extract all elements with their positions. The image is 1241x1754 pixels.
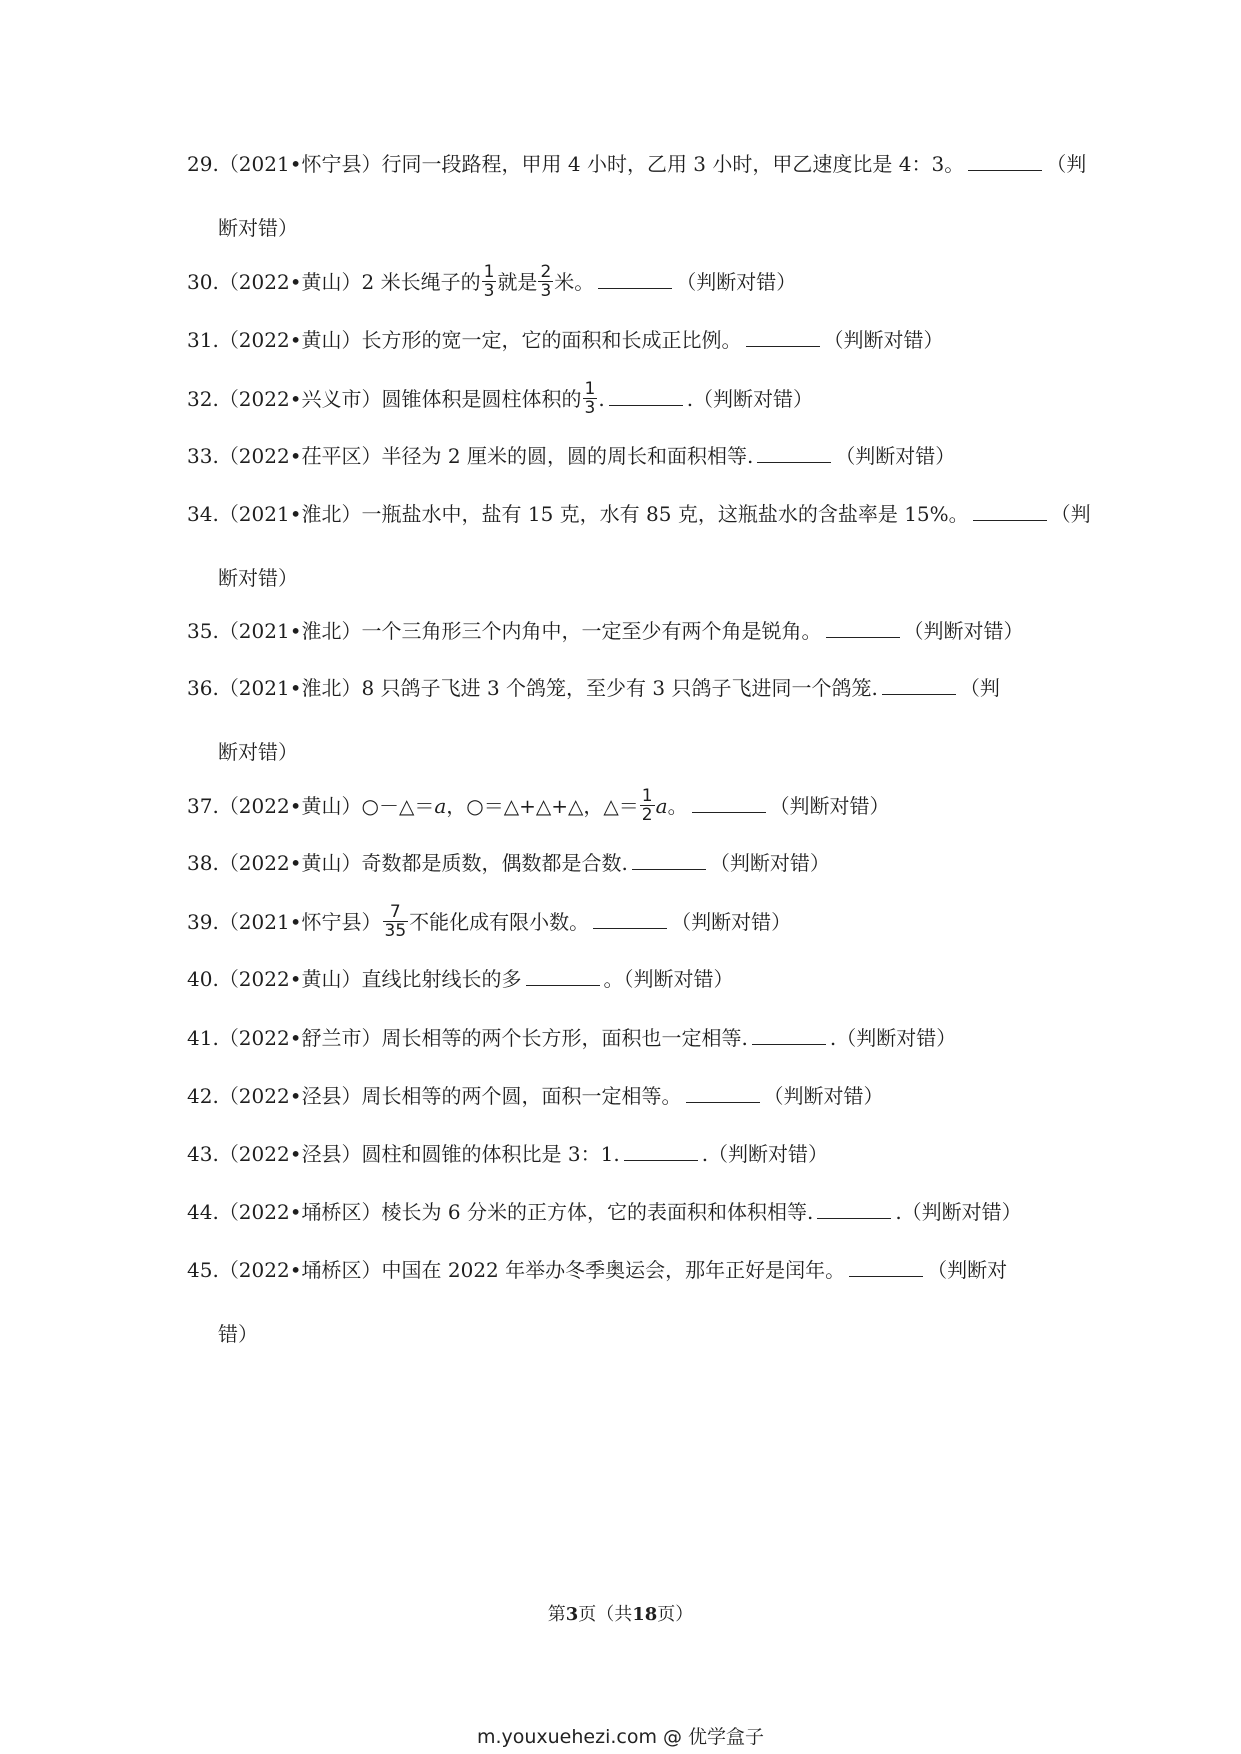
question-tail: （判断对错） xyxy=(903,619,1024,643)
answer-blank[interactable] xyxy=(686,1086,760,1103)
question-text: . xyxy=(598,387,605,411)
question-41 xyxy=(187,1006,1062,1070)
fraction-two-thirds: $\frac{2}{3}$ xyxy=(540,261,552,301)
question-text: 中国在 2022 年举办冬季奥运会，那年正好是闰年。 xyxy=(381,1258,846,1282)
watermark: m.youxuehezi.com @ 优学盒子 xyxy=(476,1726,765,1748)
question-40 xyxy=(187,947,1062,1011)
answer-blank[interactable] xyxy=(624,1144,698,1161)
question-29 xyxy=(187,132,1087,260)
question-42 xyxy=(187,1064,1062,1128)
question-source: （2022•黄山） xyxy=(218,328,362,352)
question-source: （2022•舒兰市） xyxy=(218,1026,382,1050)
question-number: 45. xyxy=(187,1258,219,1282)
question-source: （2022•泾县） xyxy=(218,1142,362,1166)
question-text: ，○＝△+△+△，△＝ xyxy=(446,794,639,818)
variable-a: a xyxy=(655,794,668,818)
fraction-seven-thirty-fifths: $\frac{7}{35}$ xyxy=(384,901,407,941)
question-number: 36. xyxy=(187,676,219,700)
question-source: （2021•淮北） xyxy=(218,502,362,526)
question-43 xyxy=(187,1122,1062,1186)
question-number: 38. xyxy=(187,851,219,875)
question-text: 米。 xyxy=(554,270,595,294)
question-tail: .（判断对错） xyxy=(686,387,814,411)
question-30 xyxy=(187,250,1062,314)
question-number: 32. xyxy=(187,387,219,411)
variable-a: a xyxy=(434,794,447,818)
question-34 xyxy=(187,482,1091,610)
question-text: 行同一段路程，甲用 4 小时，乙用 3 小时，甲乙速度比是 4：3。 xyxy=(381,152,965,176)
question-number: 42. xyxy=(187,1084,219,1108)
fraction-one-third: $\frac{1}{3}$ xyxy=(584,378,596,418)
answer-blank[interactable] xyxy=(968,154,1042,171)
question-tail: .（判断对错） xyxy=(701,1142,829,1166)
question-text: 圆锥体积是圆柱体积的 xyxy=(381,387,582,411)
question-35 xyxy=(187,599,1062,663)
question-source: （2022•黄山） xyxy=(218,270,362,294)
question-text: 不能化成有限小数。 xyxy=(409,910,590,934)
question-source: （2022•埇桥区） xyxy=(218,1200,382,1224)
question-source: （2021•淮北） xyxy=(218,619,362,643)
answer-blank[interactable] xyxy=(826,621,900,638)
answer-blank[interactable] xyxy=(757,446,831,463)
question-source: （2021•淮北） xyxy=(218,676,362,700)
question-number: 43. xyxy=(187,1142,219,1166)
question-source: （2022•黄山） xyxy=(218,967,362,991)
answer-blank[interactable] xyxy=(632,853,706,870)
question-tail: （判断对错） xyxy=(676,270,797,294)
question-tail: （判 xyxy=(1046,152,1087,176)
question-text: 一个三角形三个内角中，一定至少有两个角是锐角。 xyxy=(361,619,822,643)
answer-blank[interactable] xyxy=(526,969,600,986)
question-33 xyxy=(187,424,1062,488)
question-text: 圆柱和圆锥的体积比是 3：1. xyxy=(361,1142,620,1166)
question-tail: （判断对错） xyxy=(671,910,792,934)
question-number: 40. xyxy=(187,967,219,991)
question-text: 一瓶盐水中，盐有 15 克，水有 85 克，这瓶盐水的含盐率是 15%。 xyxy=(361,502,969,526)
question-number: 30. xyxy=(187,270,219,294)
answer-blank[interactable] xyxy=(973,504,1047,521)
question-number: 37. xyxy=(187,794,219,818)
question-text: ○－△＝ xyxy=(361,794,435,818)
question-text: 棱长为 6 分米的正方体，它的表面积和体积相等. xyxy=(381,1200,814,1224)
question-text: 周长相等的两个长方形，面积也一定相等. xyxy=(381,1026,748,1050)
question-source: （2021•怀宁县） xyxy=(218,152,382,176)
question-number: 29. xyxy=(187,152,219,176)
answer-blank[interactable] xyxy=(752,1028,826,1045)
fraction-one-half: $\frac{1}{2}$ xyxy=(641,785,653,825)
question-source: （2022•埇桥区） xyxy=(218,1258,382,1282)
question-31 xyxy=(187,308,1062,372)
question-tail: （判断对错） xyxy=(769,794,890,818)
question-tail: （判断对错） xyxy=(823,328,944,352)
question-source: （2022•兴义市） xyxy=(218,387,382,411)
question-tail: （判断对 xyxy=(927,1258,1008,1282)
page-number: 第3页（共18页） xyxy=(547,1604,694,1625)
question-number: 34. xyxy=(187,502,219,526)
question-number: 31. xyxy=(187,328,219,352)
question-text: 8 只鸽子飞进 3 个鸽笼，至少有 3 只鸽子飞进同一个鸽笼. xyxy=(361,676,878,700)
question-text: 奇数都是质数，偶数都是合数. xyxy=(361,851,628,875)
question-source: （2022•茌平区） xyxy=(218,444,382,468)
question-tail: （判 xyxy=(1050,502,1091,526)
question-number: 33. xyxy=(187,444,219,468)
answer-blank[interactable] xyxy=(817,1202,891,1219)
question-number: 41. xyxy=(187,1026,219,1050)
answer-blank[interactable] xyxy=(593,912,667,929)
question-tail: .（判断对错） xyxy=(895,1200,1022,1224)
question-text: 半径为 2 厘米的圆，圆的周长和面积相等. xyxy=(381,444,754,468)
answer-blank[interactable] xyxy=(692,796,766,813)
question-source: （2022•泾县） xyxy=(218,1084,362,1108)
question-number: 44. xyxy=(187,1200,219,1224)
question-44 xyxy=(187,1180,1062,1244)
question-32 xyxy=(187,367,1062,431)
question-tail: （判 xyxy=(959,676,1000,700)
question-continuation: 断对错） xyxy=(218,216,298,240)
question-tail: （判断对错） xyxy=(835,444,956,468)
question-tail: （判断对错） xyxy=(709,851,830,875)
question-45 xyxy=(187,1238,1062,1366)
question-number: 35. xyxy=(187,619,219,643)
answer-blank[interactable] xyxy=(609,389,683,406)
fraction-one-third: $\frac{1}{3}$ xyxy=(483,261,495,301)
question-37 xyxy=(187,774,1062,838)
question-38 xyxy=(187,831,1062,895)
question-source: （2022•黄山） xyxy=(218,794,362,818)
question-continuation: 断对错） xyxy=(218,740,298,764)
question-source: （2021•怀宁县） xyxy=(218,910,382,934)
answer-blank[interactable] xyxy=(598,272,672,289)
question-text: 周长相等的两个圆，面积一定相等。 xyxy=(361,1084,682,1108)
answer-blank[interactable] xyxy=(882,678,956,695)
question-tail: （判断对错） xyxy=(763,1084,884,1108)
question-tail: .（判断对错） xyxy=(829,1026,957,1050)
answer-blank[interactable] xyxy=(849,1260,923,1277)
question-36 xyxy=(187,656,1062,784)
question-text: 长方形的宽一定，它的面积和长成正比例。 xyxy=(361,328,742,352)
question-text: 。 xyxy=(667,794,688,818)
question-text: 就是 xyxy=(497,270,538,294)
answer-blank[interactable] xyxy=(746,330,820,347)
question-source: （2022•黄山） xyxy=(218,851,362,875)
question-text: 2 米长绳子的 xyxy=(361,270,481,294)
question-continuation: 断对错） xyxy=(218,566,298,590)
question-text: 直线比射线长的多 xyxy=(361,967,522,991)
question-number: 39. xyxy=(187,910,219,934)
question-39 xyxy=(187,890,1062,954)
question-continuation: 错） xyxy=(218,1322,258,1346)
question-tail: 。（判断对错） xyxy=(603,967,734,991)
